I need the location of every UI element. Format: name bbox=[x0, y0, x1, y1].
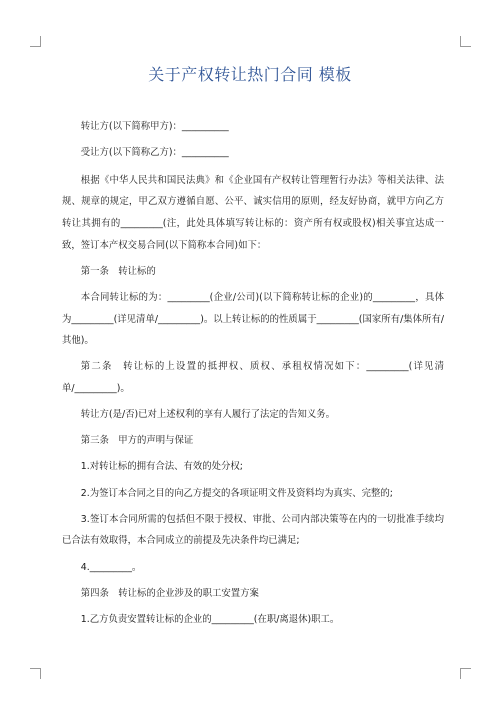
transferee-line: 受让方(以下简称乙方)：__________ bbox=[80, 147, 229, 159]
article-3-item-3: 3.签订本合同所需的包括但不限于授权、审批、公司内部决策等在内的一切批准手续均已合法有效取得，本合同成立的前提及先决条件均已满足; bbox=[62, 513, 444, 547]
article-2-body: 第二条 转让标的上设置的抵押权、质权、承租权情况如下：_________(详见清单/_________)。 bbox=[62, 361, 444, 394]
article-3-heading: 第三条 甲方的声明与保证 bbox=[80, 435, 194, 447]
document-title: 关于产权转让热门合同 模板 bbox=[148, 65, 352, 84]
crop-mark-top-left bbox=[30, 36, 41, 47]
article-1-body: 本合同转让标的为：_________(企业/公司)(以下简称转让标的企业)的_________，具体为_________(详见清单/_________)。以上转让标的的性质属于_________(国家所有/集体所有/其他)。 bbox=[62, 291, 444, 347]
notice-paragraph: 转让方(是/否)已对上述权利的享有人履行了法定的告知义务。 bbox=[80, 409, 336, 421]
article-3-item-2: 2.为签订本合同之目的向乙方提交的各项证明文件及资料均为真实、完整的; bbox=[80, 487, 393, 499]
article-4-item-1: 1.乙方负责安置转让标的企业的_________(在职/离退休)职工。 bbox=[80, 614, 340, 625]
transferor-line: 转让方(以下简称甲方)：__________ bbox=[80, 121, 229, 132]
article-1-heading: 第一条 转让标的 bbox=[80, 265, 156, 277]
article-4-heading: 第四条 转让标的企业涉及的职工安置方案 bbox=[80, 587, 259, 599]
crop-mark-top-right bbox=[460, 36, 471, 47]
document-body bbox=[62, 116, 444, 635]
article-3-item-1: 1.对转让标的拥有合法、有效的处分权; bbox=[80, 461, 243, 473]
preamble-paragraph: 根据《中华人民共和国民法典》和《企业国有产权转让管理暂行办法》等相关法律、法规、规章的规定，甲乙双方遵循自愿、公平、诚实信用的原则，经友好协商，就甲方向乙方转让其拥有的_________(注，此处具体填写转让标的：资产所有权或股权)相关事宜达成一致，签订本产权交易合同(以下简称本合同)如下： bbox=[62, 174, 444, 251]
article-3-item-4: 4._________。 bbox=[80, 561, 142, 573]
crop-mark-bottom-left bbox=[30, 668, 41, 679]
crop-mark-bottom-right bbox=[460, 668, 471, 679]
